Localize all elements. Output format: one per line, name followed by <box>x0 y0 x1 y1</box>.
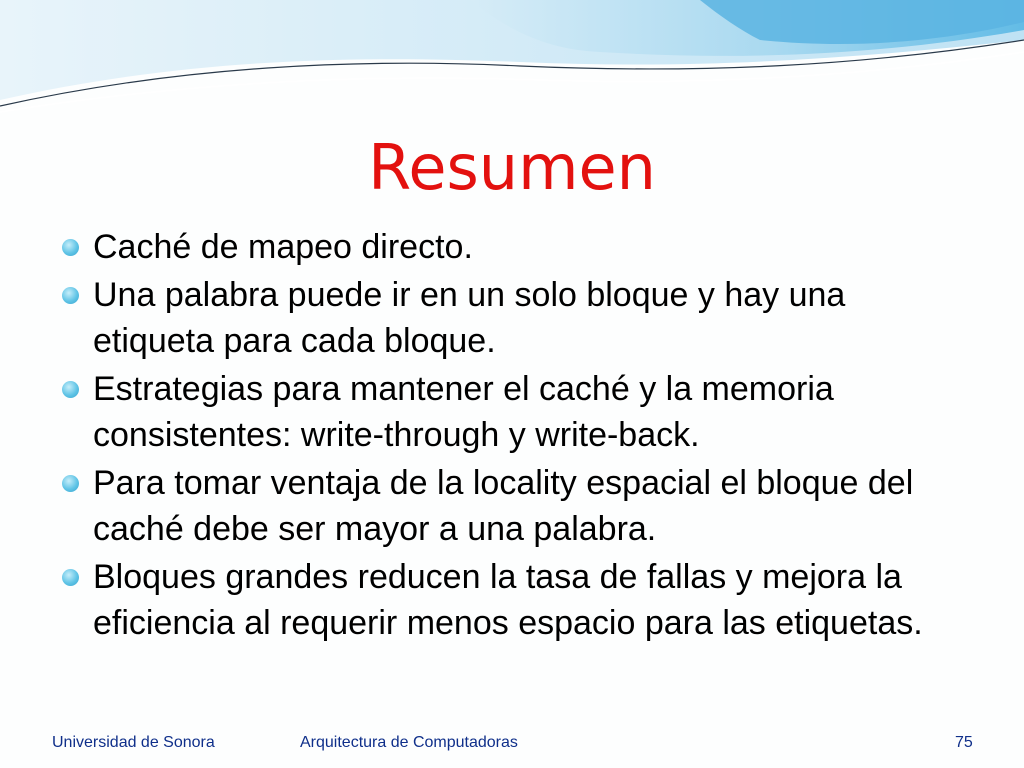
bullet-dot-icon <box>62 239 79 256</box>
bullet-text: Caché de mapeo directo. <box>93 228 473 266</box>
bullet-text: Una palabra puede ir en un solo bloque y hay una etiqueta para cada bloque. <box>93 276 846 360</box>
footer-course: Arquitectura de Computadoras <box>300 734 518 751</box>
wave-header-decoration <box>0 0 1024 130</box>
bullet-dot-icon <box>62 475 79 492</box>
slide-title: Resumen <box>368 131 656 204</box>
footer-institution: Universidad de Sonora <box>52 734 215 751</box>
bullet-dot-icon <box>62 381 79 398</box>
bullet-item <box>60 366 960 458</box>
bullet-text: Bloques grandes reducen la tasa de fallas y mejora la eficiencia al requerir menos espacio para las etiquetas. <box>93 558 923 642</box>
bullet-item <box>60 554 960 646</box>
bullet-list <box>60 224 960 648</box>
bullet-item <box>60 224 960 270</box>
bullet-text: Estrategias para mantener el caché y la memoria consistentes: write-through y write-back. <box>93 370 834 454</box>
bullet-dot-icon <box>62 287 79 304</box>
bullet-item <box>60 272 960 364</box>
bullet-dot-icon <box>62 569 79 586</box>
footer-page-number: 75 <box>955 734 973 751</box>
bullet-item <box>60 460 960 552</box>
bullet-text: Para tomar ventaja de la locality espacial el bloque del caché debe ser mayor a una palabra. <box>93 464 914 548</box>
